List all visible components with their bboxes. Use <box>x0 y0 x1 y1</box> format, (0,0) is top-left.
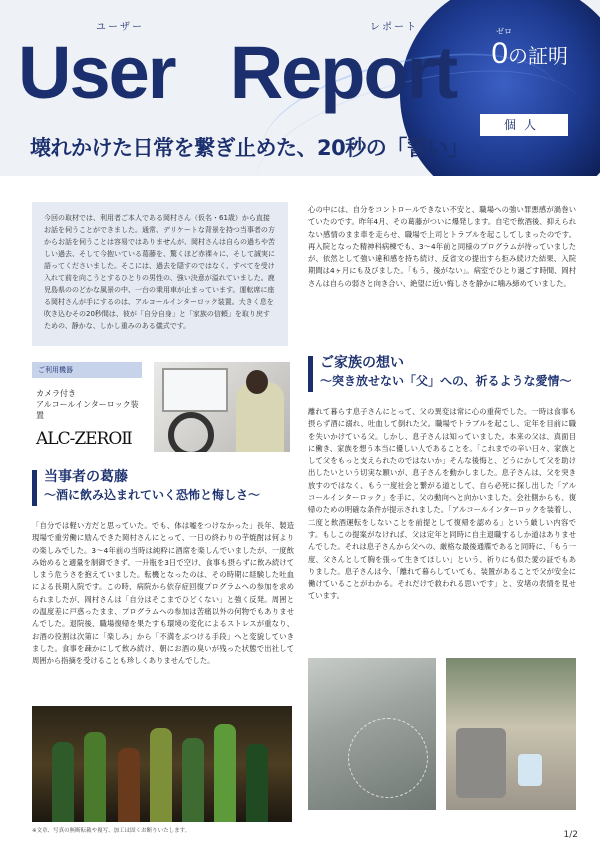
section-heading-1 <box>32 468 292 504</box>
cabin-photo <box>446 658 576 810</box>
windshield-photo <box>308 658 436 810</box>
title-report: Report <box>229 31 457 114</box>
page-number: 1/2 <box>563 830 578 840</box>
section-2-title: ご家族の想い <box>320 355 404 371</box>
bottle <box>52 742 74 822</box>
copyright-note: ※文章、写真の無断転載や複写、加工は固くお断りいたします。 <box>32 828 191 834</box>
zero-ruby: ゼロ <box>496 27 512 36</box>
ruby-user: ユーザー <box>96 22 144 33</box>
bottle <box>246 744 268 822</box>
product-label: ご利用機器 <box>32 362 142 378</box>
cabin-bottle <box>518 754 542 786</box>
category-badge: 個人 <box>480 114 568 136</box>
bottles-photo <box>32 706 292 822</box>
product-line-2: アルコールインターロック装置 <box>36 400 139 420</box>
section-1-subtitle: ～酒に飲み込まれていく恐怖と悔しさ～ <box>44 488 261 502</box>
driver-head <box>246 370 268 394</box>
steering-wheel <box>168 412 214 452</box>
section-1-title: 当事者の葛藤 <box>44 469 128 485</box>
heading-bar <box>308 356 313 392</box>
bottle <box>182 738 204 822</box>
section-2-body: 離れて暮らす息子さんにとって、父の異変は常に心の重荷でした。一時は食事も摂らず酒に溺れ、吐血して倒れた父。職場でトラブルを起こし、定年を目前に職を失いかけている父。しかし、息子さんは知っていました。本来の父は、真面目に働き、家族を想う本当に優しい人であることを。「これまでの辛い日々、家族として父をもっと支えられたのではないか」そんな後悔と、どうにかして父を助け出したいという切実な願いが、息子さんを動かしました。息子さんは、父を突き放すのではなく、もう一度社会と繋がる道として、自ら必死に探し出した「アルコールインターロック」を手に、父の動向へと向かいました。会社側からも、復帰のための明確な条件が提示されました。「アルコールインターロックを装着し、二度と飲酒運転をしないことを前提として復帰を認める」という厳しい内容です。もしこの提案がなければ、父は定年と同時に自主退職するしか道はありませんでした。それは息子さんから父への、厳格な最後通牒であると同時に、「もう一度、父さんとして胸を張って生きてほしい」という、祈りにも似た愛の証でもありました。息子さんは今、「離れて暮らしていても、装置があることで父が安全に働けていることがわかる。それだけで救われる思いです」と、安堵の表情を見せています。 <box>308 407 576 601</box>
intro-text: 今回の取材では、利用者ご本人である岡村さん（仮名・61歳）から直接お話を伺うことができました。通常、デリケートな背景を持つ当事者の方からお話を伺うことは容易ではありませんが、岡村さんは自らの過ちや苦しい過去、そして今抱いている葛藤を、驚くほど赤裸々に、そして誠実に語ってくださいました。そこには、過去を隠すのではなく、すべてを受け入れて前を向こうとするひとりの男性の、強い決意が溢れていました。鹿児島県ののどかな風景の中、一台の乗用車が止まっています。運転席に座る岡村さんが手にするのは、アルコールインターロック装置。大きく息を吹き込むその20秒間は、彼が「自分自身」と「家族の信頼」を取り戻すための、静かな、しかし重みのある儀式です。 <box>44 214 275 330</box>
heading-bar <box>32 470 37 506</box>
bottle <box>214 724 236 822</box>
bottle <box>150 728 172 822</box>
cabin-seat <box>456 728 506 798</box>
driver-photo <box>154 362 290 452</box>
section-1-body: 「自分では軽い方だと思っていた。でも、体は嘘をつけなかった」長年、製造現場で重労働に励んできた岡村さんにとって、一日の終わりの芋焼酎は何よりの楽しみでした。3～4年前の当時は純粋に酒席を楽しんでいましたが、一度飲み始めると適量を制御できず、一升瓶を3日で空け、食事も摂らずに飲み続けてしまう危うさを抱えていました。転機となったのは、その時期に経験した吐血による長期入院です。この時、病院から依存症回復プログラムへの参加を求められましたが、岡村さんは「自分はそこまでひどくない」と強く反発。周囲との温度差に戸惑ったまま、プログラムへの参加は苦痛以外の何物でもありませんでした。退院後、職場復帰を果たすも環境の変化によるストレスが重なり、お酒の役割は次第に「楽しみ」から「不満をぶつける手段」へと変貌していきました。食事を疎かにして飲み続け、朝にお酒の臭いが残った状態で出社して周囲から指摘を受けることも珍しくありませんでした。 <box>32 521 294 666</box>
title-user: User <box>18 31 175 114</box>
ruby-report: レポート <box>370 22 418 33</box>
zero-suffix: の証明 <box>508 44 568 68</box>
right-top-body: 心の中には、自分をコントロールできない不安と、職場への強い罪悪感が渦巻いていたのです。昨年4月、その葛藤がついに爆発します。自宅で飲酒後、抑えられない感情のまま車を走らせ、職場で上司とトラブルを起こしてしまったのです。再入院となった精神科病棟でも、3～4年前と同様のプログラムが待っていましたが、依然として強い違和感を持ち続け、反省文の提出すら拒み続けた結果、入院期間は4ヶ月にも及びました。「もう、後がない」。病室でひとり過ごす時間、岡村さんは自らの弱さと向き合い、絶望に近い悔しさを静かに噛み締めていました。 <box>308 205 576 288</box>
product-line-1: カメラ付き <box>36 389 76 398</box>
section-heading-2 <box>308 354 578 390</box>
zero-proof-logo <box>491 26 568 71</box>
bottle <box>84 732 106 822</box>
bottle <box>118 748 140 822</box>
zero-digit: 0 <box>491 37 508 70</box>
report-header <box>0 0 600 176</box>
product-box <box>32 362 142 452</box>
truck-window <box>162 368 228 412</box>
product-logo: ALC-ZEROⅡ <box>36 429 132 449</box>
windshield-crack <box>348 718 428 798</box>
intro-panel <box>32 202 288 346</box>
headline: 壊れかけた日常を繋ぎ止めた、20秒の「誓い」 <box>30 136 469 160</box>
section-2-subtitle: ～突き放せない「父」への、祈るような愛情～ <box>320 374 572 388</box>
